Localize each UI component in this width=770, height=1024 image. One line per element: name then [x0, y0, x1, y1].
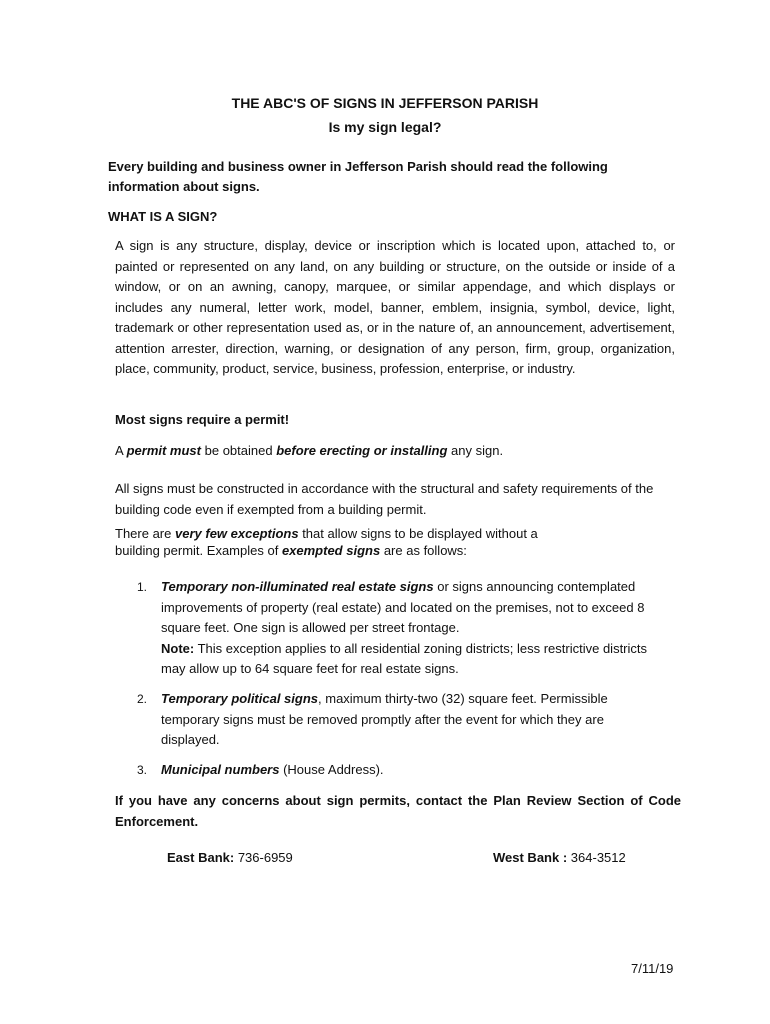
list-item-emphasis: Temporary non-illuminated real estate signs [161, 579, 434, 594]
page-title: THE ABC'S OF SIGNS IN JEFFERSON PARISH [231, 95, 539, 111]
list-number: 1. [137, 580, 148, 594]
note-label: Note: [161, 640, 195, 656]
list-item-text: (House Address). [283, 762, 384, 777]
permit-requirement [115, 441, 675, 462]
east-bank-contact [167, 848, 293, 869]
exempted-signs-emphasis: exempted signs [281, 543, 381, 558]
note-text: This exception applies to all residential zoning districts; less restrictive districts may allow up to 64 square feet for real estate signs. [161, 640, 648, 676]
definition-text: A sign is any structure, display, device or inscription which is located upon, attached to, or painted or represented on any land, on any building or structure, on the outside or inside of a window, or on an awning, canopy, marquee, or similar appendage, and which displays or includes any numeral, letter work, model, banner, emblem, insignia, symbol, device, light, trademark or other representation used as, or in the nature of, an announcement, advertisement, attention arrester, direction, warning, or designation of any person, firm, group, organization, place, community, product, service, business, profession, enterprise, or industry. [115, 238, 675, 376]
permit-a: A [115, 443, 123, 458]
list-item-emphasis: Municipal numbers [161, 762, 280, 777]
permit-heading: Most signs require a permit! [115, 412, 290, 427]
west-bank-label: West Bank : [493, 850, 568, 865]
exceptions-c: are as follows: [383, 543, 467, 558]
list-item [161, 689, 661, 751]
definition-heading: WHAT IS A SIGN? [108, 209, 218, 224]
permit-mid: be obtained [204, 443, 273, 458]
intro-text: Every building and business owner in Jefferson Parish should read the following information about signs. [108, 159, 608, 194]
exceptions-b: that allow signs to be displayed without a building permit. Examples of [115, 526, 538, 558]
west-bank-contact [493, 848, 626, 869]
exceptions-a: There are [115, 526, 172, 541]
west-bank-phone: 364-3512 [570, 850, 626, 865]
list-item-emphasis: Temporary political signs [161, 691, 319, 706]
document-date: 7/11/19 [631, 961, 674, 976]
page-subtitle: Is my sign legal? [328, 119, 442, 135]
contact-text: If you have any concerns about sign permits, contact the Plan Review Section of Code Enforcement. [115, 793, 681, 829]
list-item-text: or signs announcing contemplated improvements of property (real estate) and located on the premises, not to exceed 8 square feet. One sign is allowed per street frontage. [161, 579, 645, 635]
permit-end: any sign. [451, 443, 504, 458]
list-item [161, 577, 666, 680]
list-number: 2. [137, 692, 148, 706]
permit-before-emphasis: before erecting or installing [276, 443, 448, 458]
list-item-text: , maximum thirty-two (32) square feet. Permissible temporary signs must be removed promptly after the event for which they are displayed. [161, 691, 608, 747]
construction-text: All signs must be constructed in accordance with the structural and safety requirements of the building code even if exempted from a building permit. [115, 481, 654, 517]
exceptions-text [115, 525, 575, 559]
east-bank-phone: 736-6959 [237, 850, 293, 865]
east-bank-label: East Bank: [167, 850, 235, 865]
list-number: 3. [137, 763, 148, 777]
very-few-exceptions-emphasis: very few exceptions [175, 526, 299, 541]
list-item [161, 760, 661, 781]
permit-must-emphasis: permit must [126, 443, 201, 458]
